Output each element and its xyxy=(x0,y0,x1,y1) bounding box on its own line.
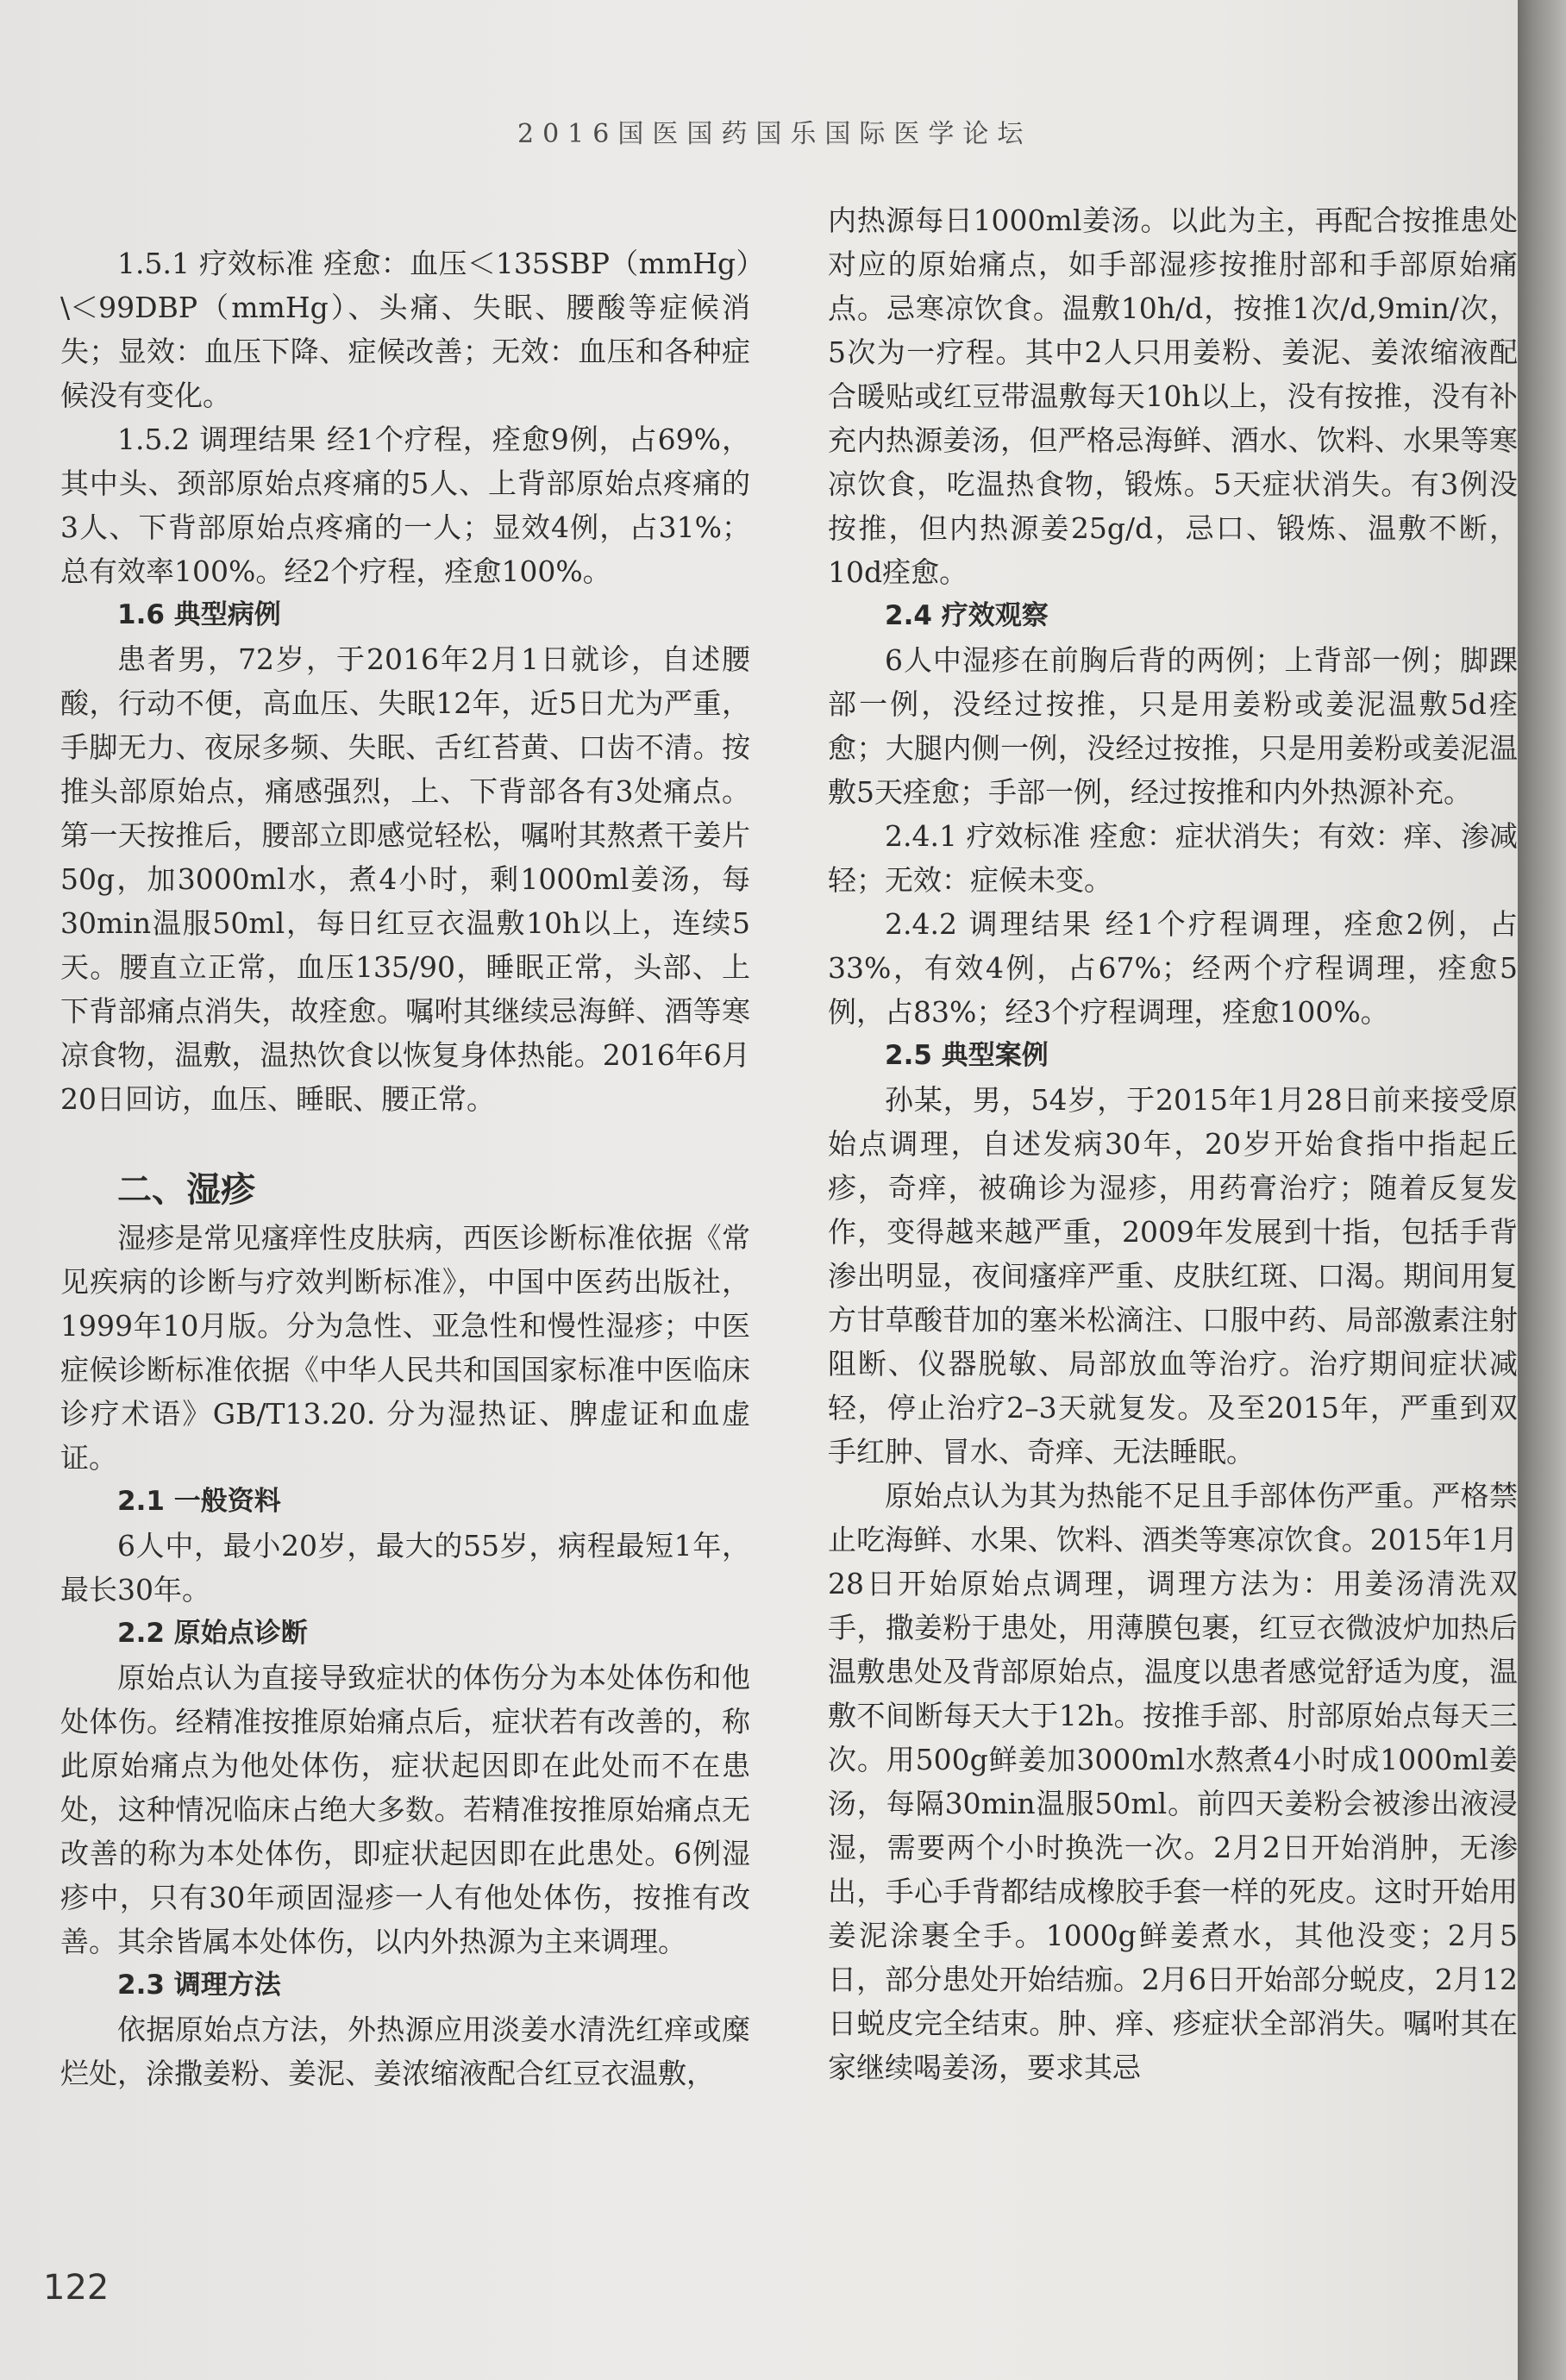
paragraph-2-2: 原始点认为直接导致症状的体伤分为本处体伤和他处体伤。经精准按推原始痛点后，症状若有改善的，称此原始痛点为他处体伤，症状起因即在此处而不在患处，这种情况临床占绝大多数。若精准按推原始痛点无改善的称为本处体伤，即症状起因即在此患处。6例湿疹中，只有30年顽固湿疹一人有他处体伤，按推有改善。其余皆属本处体伤，以内外热源为主来调理。 xyxy=(60,1661,750,1958)
paragraph-2-4-2: 2.4.2 调理结果 经1个疗程调理，痊愈2例，占33%，有效4例，占67%；经两个疗程调理，痊愈5例，占83%；经3个疗程调理，痊愈100%。 xyxy=(828,907,1518,1029)
paragraph-1-5-2: 1.5.2 调理结果 经1个疗程，痊愈9例，占69%，其中头、颈部原始点疼痛的5人、上背部原始点疼痛的3人、下背部原始点疼痛的一人；显效4例，占31%；总有效率100%。经2个疗程，痊愈100%。 xyxy=(60,423,750,588)
paragraph-2-3-cont: 内热源每日1000ml姜汤。以此为主，再配合按推患处对应的原始痛点，如手部湿疹按推肘部和手部原始痛点。忌寒凉饮食。温敷10h/d，按推1次/d,9min/次，5次为一疗程。其中2人只用姜粉、姜泥、姜浓缩液配合暖贴或红豆带温敷每天10h以上，没有按推，没有补充内热源姜汤，但严格忌海鲜、酒水、饮料、水果等寒凉饮食，吃温热食物，锻炼。5天症状消失。有3例没按推，但内热源姜25g/d，忌口、锻炼、温敷不断，10d痊愈。 xyxy=(828,204,1518,589)
left-column xyxy=(60,241,750,2095)
paragraph-case-2: 孙某，男，54岁，于2015年1月28日前来接受原始点调理，自述发病30年，20岁开始食指中指起丘疹，奇痒，被确诊为湿疹，用药膏治疗；随着反复发作，变得越来越严重，2009年发展到十指，包括手背渗出明显，夜间瘙痒严重、皮肤红斑、口渴。期间用复方甘草酸苷加的塞米松滴注、口服中药、局部激素注射阻断、仪器脱敏、局部放血等治疗。治疗期间症状减轻，停止治疗2–3天就复发。及至2015年，严重到双手红肿、冒水、奇痒、无法睡眠。 xyxy=(828,1083,1518,1469)
right-column xyxy=(828,198,1518,2089)
page-number: 122 xyxy=(43,2268,110,2308)
paragraph-2-4-1: 2.4.1 疗效标准 痊愈：症状消失；有效：痒、渗减轻；无效：症候未变。 xyxy=(828,819,1518,897)
heading-2-2: 2.2 原始点诊断 xyxy=(117,1618,308,1649)
paragraph-2-3: 依据原始点方法，外热源应用淡姜水清洗红痒或糜烂处，涂撒姜粉、姜泥、姜浓缩液配合红豆衣温敷， xyxy=(60,2013,750,2090)
heading-2-4: 2.4 疗效观察 xyxy=(885,600,1049,631)
paragraph-2-4: 6人中湿疹在前胸后背的两例；上背部一例；脚踝部一例，没经过按推，只是用姜粉或姜泥温敷5d痊愈；大腿内侧一例，没经过按推，只是用姜粉或姜泥温敷5天痊愈；手部一例，经过按推和内外热源补充。 xyxy=(828,643,1518,809)
page-edge-shadow xyxy=(1518,0,1566,2380)
paragraph-1-5-1: 1.5.1 疗效标准 痊愈：血压＜135SBP（mmHg）\＜99DBP（mmHg）、头痛、失眠、腰酸等症候消失；显效：血压下降、症候改善；无效：血压和各种症候没有变化。 xyxy=(60,247,750,412)
heading-2-5: 2.5 典型案例 xyxy=(885,1040,1049,1071)
chapter-heading-eczema: 二、湿疹 xyxy=(117,1170,255,1210)
heading-2-3: 2.3 调理方法 xyxy=(117,1970,281,2001)
running-header: 2016国医国药国乐国际医学论坛 xyxy=(517,119,1032,149)
paragraph-2-1: 6人中，最小20岁，最大的55岁，病程最短1年，最长30年。 xyxy=(60,1529,750,1606)
heading-2-1: 2.1 一般资料 xyxy=(117,1486,281,1517)
paragraph-case-2-treatment: 原始点认为其为热能不足且手部体伤严重。严格禁止吃海鲜、水果、饮料、酒类等寒凉饮食。2015年1月28日开始原始点调理，调理方法为：用姜汤清洗双手，撒姜粉于患处，用薄膜包裹，红豆衣微波炉加热后温敷患处及背部原始点，温度以患者感觉舒适为度，温敷不间断每天大于12h。按推手部、肘部原始点每天三次。用500g鲜姜加3000ml水熬煮4小时成1000ml姜汤，每隔30min温服50ml。前四天姜粉会被渗出液浸湿，需要两个小时换洗一次。2月2日开始消肿，无渗出，手心手背都结成橡胶手套一样的死皮。这时开始用姜泥涂裹全手。1000g鲜姜煮水，其他没变；2月5日，部分患处开始结痂。2月6日开始部分蜕皮，2月12日蜕皮完全结束。肿、痒、疹症状全部消失。嘱咐其在家继续喝姜汤，要求其忌 xyxy=(828,1479,1518,2084)
heading-1-6: 1.6 典型病例 xyxy=(117,599,281,630)
paragraph-case-1: 患者男，72岁，于2016年2月1日就诊，自述腰酸，行动不便，高血压、失眠12年，近5日尤为严重，手脚无力、夜尿多频、失眠、舌红苔黄、口齿不清。按推头部原始点，痛感强烈，上、下背部各有3处痛点。第一天按推后，腰部立即感觉轻松，嘱咐其熬煮干姜片50g，加3000ml水，煮4小时，剩1000ml姜汤，每30min温服50ml，每日红豆衣温敷10h以上，连续5天。腰直立正常，血压135/90，睡眠正常，头部、上下背部痛点消失，故痊愈。嘱咐其继续忌海鲜、酒等寒凉食物，温敷，温热饮食以恢复身体热能。2016年6月20日回访，血压、睡眠、腰正常。 xyxy=(60,642,750,1116)
paragraph-eczema-intro: 湿疹是常见瘙痒性皮肤病，西医诊断标准依据《常见疾病的诊断与疗效判断标准》，中国中医药出版社，1999年10月版。分为急性、亚急性和慢性湿疹；中医症候诊断标准依据《中华人民共和国国家标准中医临床诊疗术语》GB/T13.20. 分为湿热证、脾虚证和血虚证。 xyxy=(60,1221,750,1475)
